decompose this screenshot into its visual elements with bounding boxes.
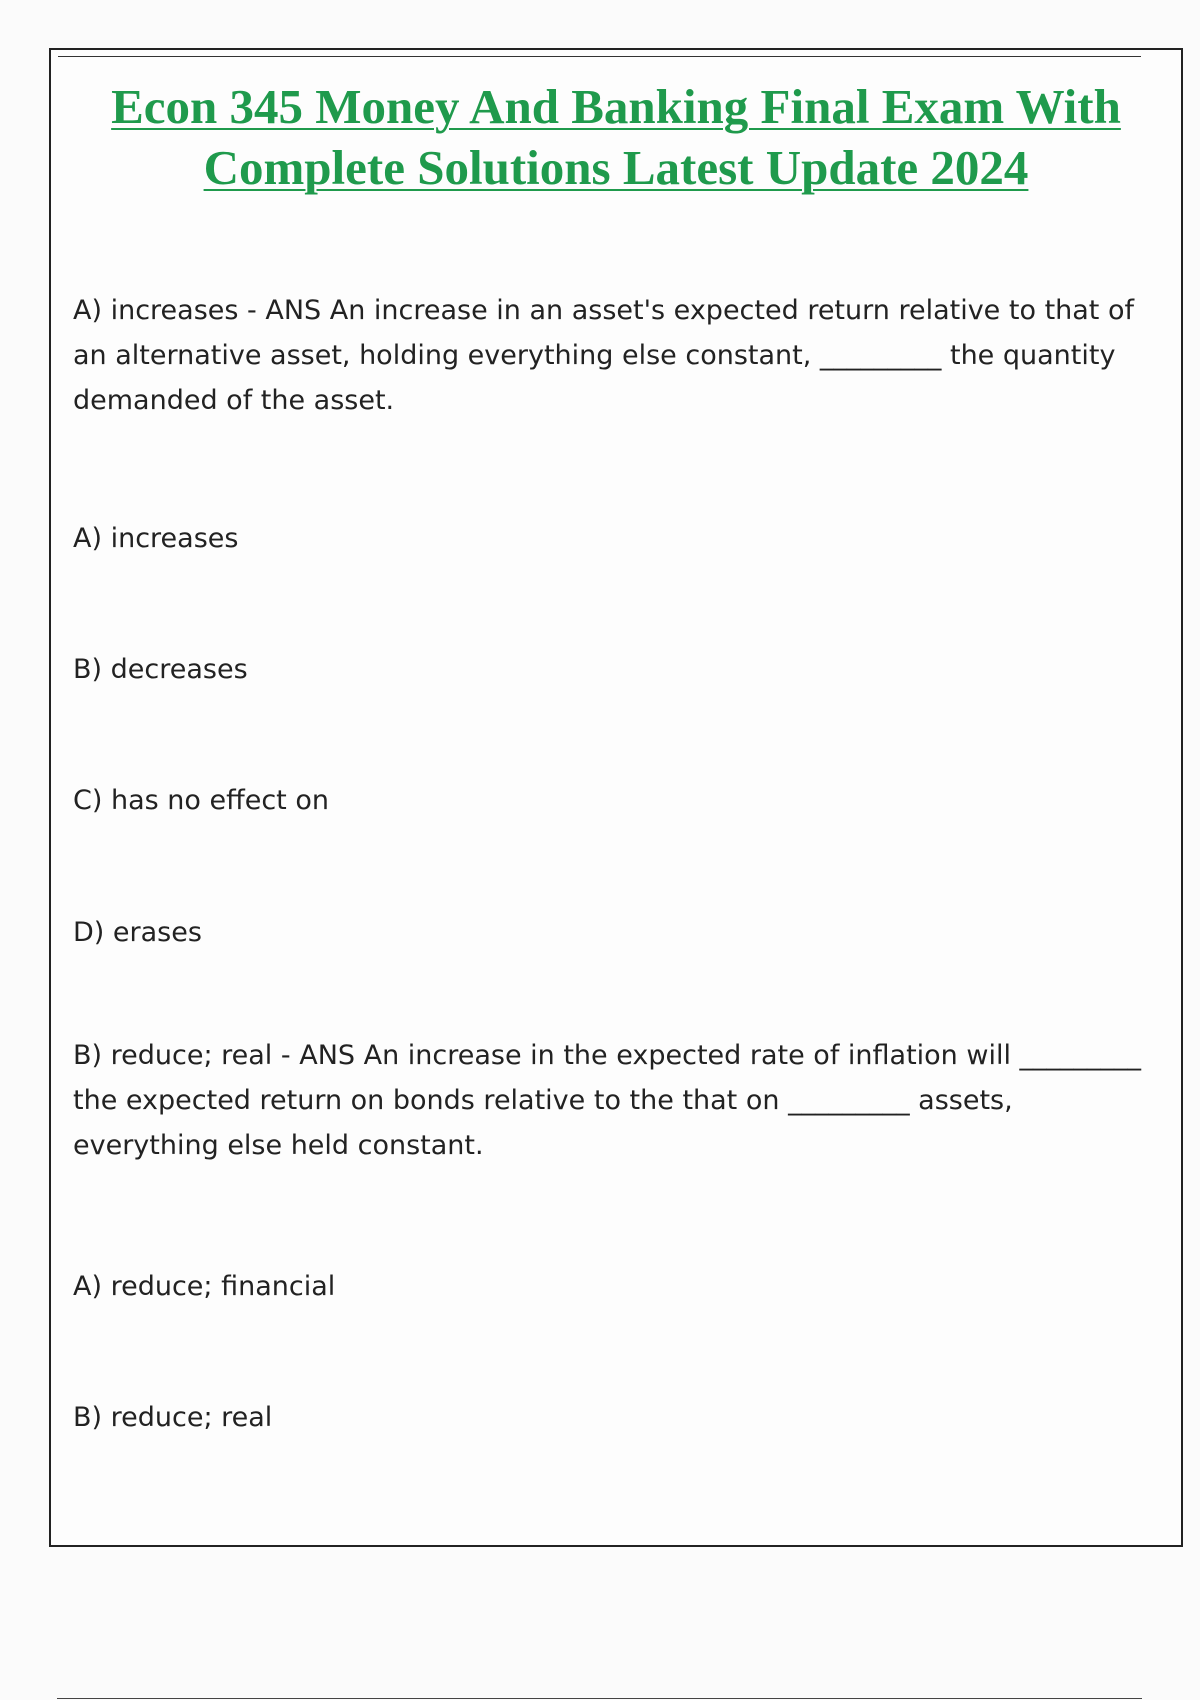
page-frame xyxy=(49,48,1183,1547)
question-1-option-a: A) increases xyxy=(73,523,239,554)
bottom-rule xyxy=(57,1698,1142,1699)
question-2-option-b: B) reduce; real xyxy=(73,1402,273,1433)
document-title xyxy=(61,76,1171,198)
question-1-option-c: C) has no effect on xyxy=(73,785,329,816)
question-1-option-b: B) decreases xyxy=(73,654,248,685)
question-2-option-a: A) reduce; financial xyxy=(73,1271,336,1302)
question-1-prompt: A) increases - ANS An increase in an asset's expected return relative to that of an alternative asset, holding everything else constant, _________ the quantity demanded of the asset. xyxy=(73,295,1135,416)
document-title-text: Econ 345 Money And Banking Final Exam With Complete Solutions Latest Update 2024 xyxy=(111,79,1121,195)
question-2-prompt: B) reduce; real - ANS An increase in the expected rate of inflation will _________ the expected return on bonds relative to the that on _________ assets, everything else held constant. xyxy=(73,1040,1142,1161)
top-rule xyxy=(58,56,1141,57)
question-1-option-d: D) erases xyxy=(73,917,202,948)
